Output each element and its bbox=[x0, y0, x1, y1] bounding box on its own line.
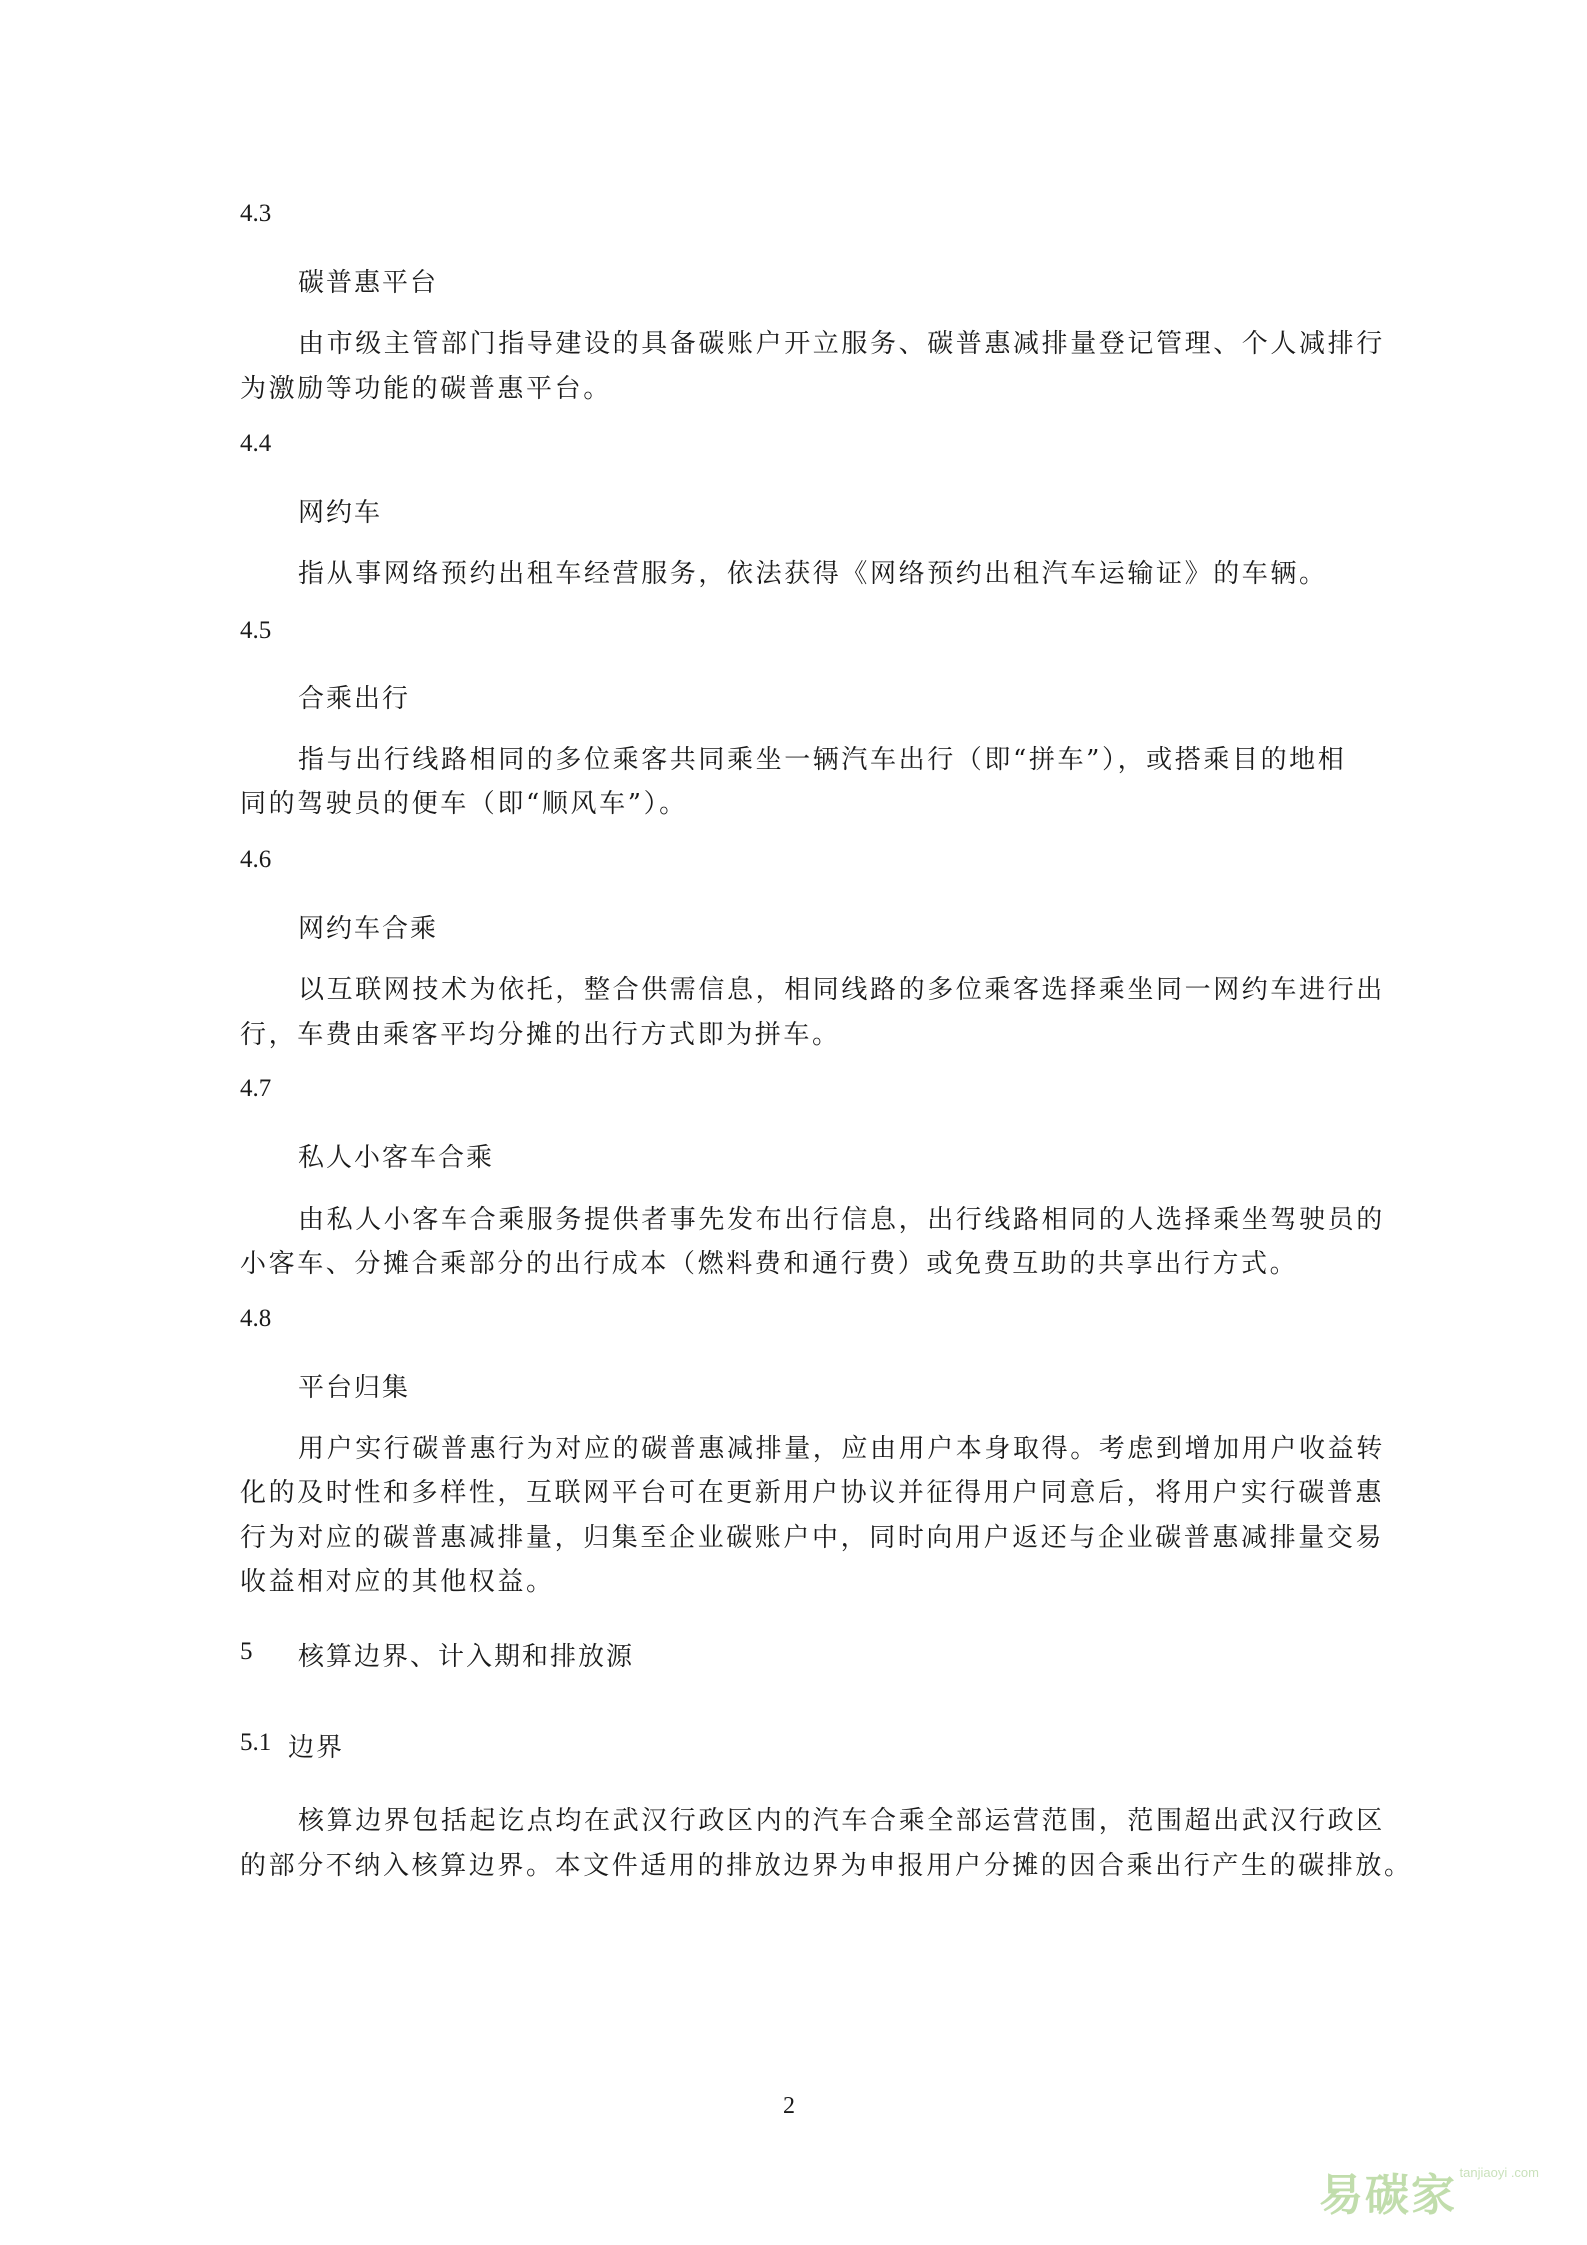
term-title: 平台归集 bbox=[298, 1373, 411, 1403]
paragraph-line: 收益相对应的其他权益。 bbox=[240, 1567, 555, 1597]
term-title: 私人小客车合乘 bbox=[298, 1143, 495, 1173]
watermark-text: 易碳家 bbox=[1319, 2170, 1457, 2221]
paragraph-line: 指从事网络预约出租车经营服务，依法获得《网络预约出租汽车运输证》的车辆。 bbox=[298, 559, 1328, 589]
clause-number: 4.5 bbox=[240, 617, 272, 644]
clause-number: 4.4 bbox=[240, 430, 272, 457]
clause-number: 4.8 bbox=[240, 1305, 272, 1332]
paragraph-line: 行，车费由乘客平均分摊的出行方式即为拼车。 bbox=[240, 1020, 841, 1050]
paragraph-line: 用户实行碳普惠行为对应的碳普惠减排量，应由用户本身取得。考虑到增加用户收益转 bbox=[298, 1434, 1385, 1464]
term-title: 网约车合乘 bbox=[298, 914, 439, 944]
paragraph-line: 由私人小客车合乘服务提供者事先发布出行信息，出行线路相同的人选择乘坐驾驶员的 bbox=[298, 1205, 1385, 1235]
paragraph-line: 同的驾驶员的便车（即“顺风车”）。 bbox=[240, 789, 688, 819]
term-title: 合乘出行 bbox=[298, 684, 411, 714]
paragraph-line: 以互联网技术为依托，整合供需信息，相同线路的多位乘客选择乘坐同一网约车进行出 bbox=[298, 975, 1385, 1005]
section-number: 5.1 bbox=[240, 1729, 272, 1756]
paragraph-line: 化的及时性和多样性，互联网平台可在更新用户协议并征得用户同意后，将用户实行碳普惠 bbox=[240, 1478, 1385, 1508]
paragraph-line: 核算边界包括起讫点均在武汉行政区内的汽车合乘全部运营范围，范围超出武汉行政区 bbox=[298, 1806, 1385, 1836]
chapter-number: 5 bbox=[240, 1638, 253, 1665]
paragraph-line: 指与出行线路相同的多位乘客共同乘坐一辆汽车出行（即“拼车”），或搭乘目的地相 bbox=[298, 745, 1347, 775]
clause-number: 4.7 bbox=[240, 1075, 272, 1102]
chapter-title: 核算边界、计入期和排放源 bbox=[298, 1642, 635, 1672]
paragraph-line: 小客车、分摊合乘部分的出行成本（燃料费和通行费）或免费互助的共享出行方式。 bbox=[240, 1249, 1299, 1279]
clause-number: 4.6 bbox=[240, 846, 272, 873]
paragraph-line: 的部分不纳入核算边界。本文件适用的排放边界为申报用户分摊的因合乘出行产生的碳排放。 bbox=[240, 1851, 1413, 1881]
watermark-subtext: tanjiaoyi .com bbox=[1459, 2165, 1539, 2180]
paragraph-line: 由市级主管部门指导建设的具备碳账户开立服务、碳普惠减排量登记管理、个人减排行 bbox=[298, 329, 1385, 359]
clause-number: 4.3 bbox=[240, 200, 272, 227]
watermark-logo bbox=[1319, 2155, 1539, 2221]
paragraph-line: 行为对应的碳普惠减排量，归集至企业碳账户中，同时向用户返还与企业碳普惠减排量交易 bbox=[240, 1523, 1385, 1553]
paragraph-line: 为激励等功能的碳普惠平台。 bbox=[240, 374, 612, 404]
term-title: 网约车 bbox=[298, 498, 383, 528]
section-title: 边界 bbox=[288, 1733, 345, 1763]
term-title: 碳普惠平台 bbox=[298, 268, 439, 298]
page-number: 2 bbox=[783, 2093, 795, 2119]
